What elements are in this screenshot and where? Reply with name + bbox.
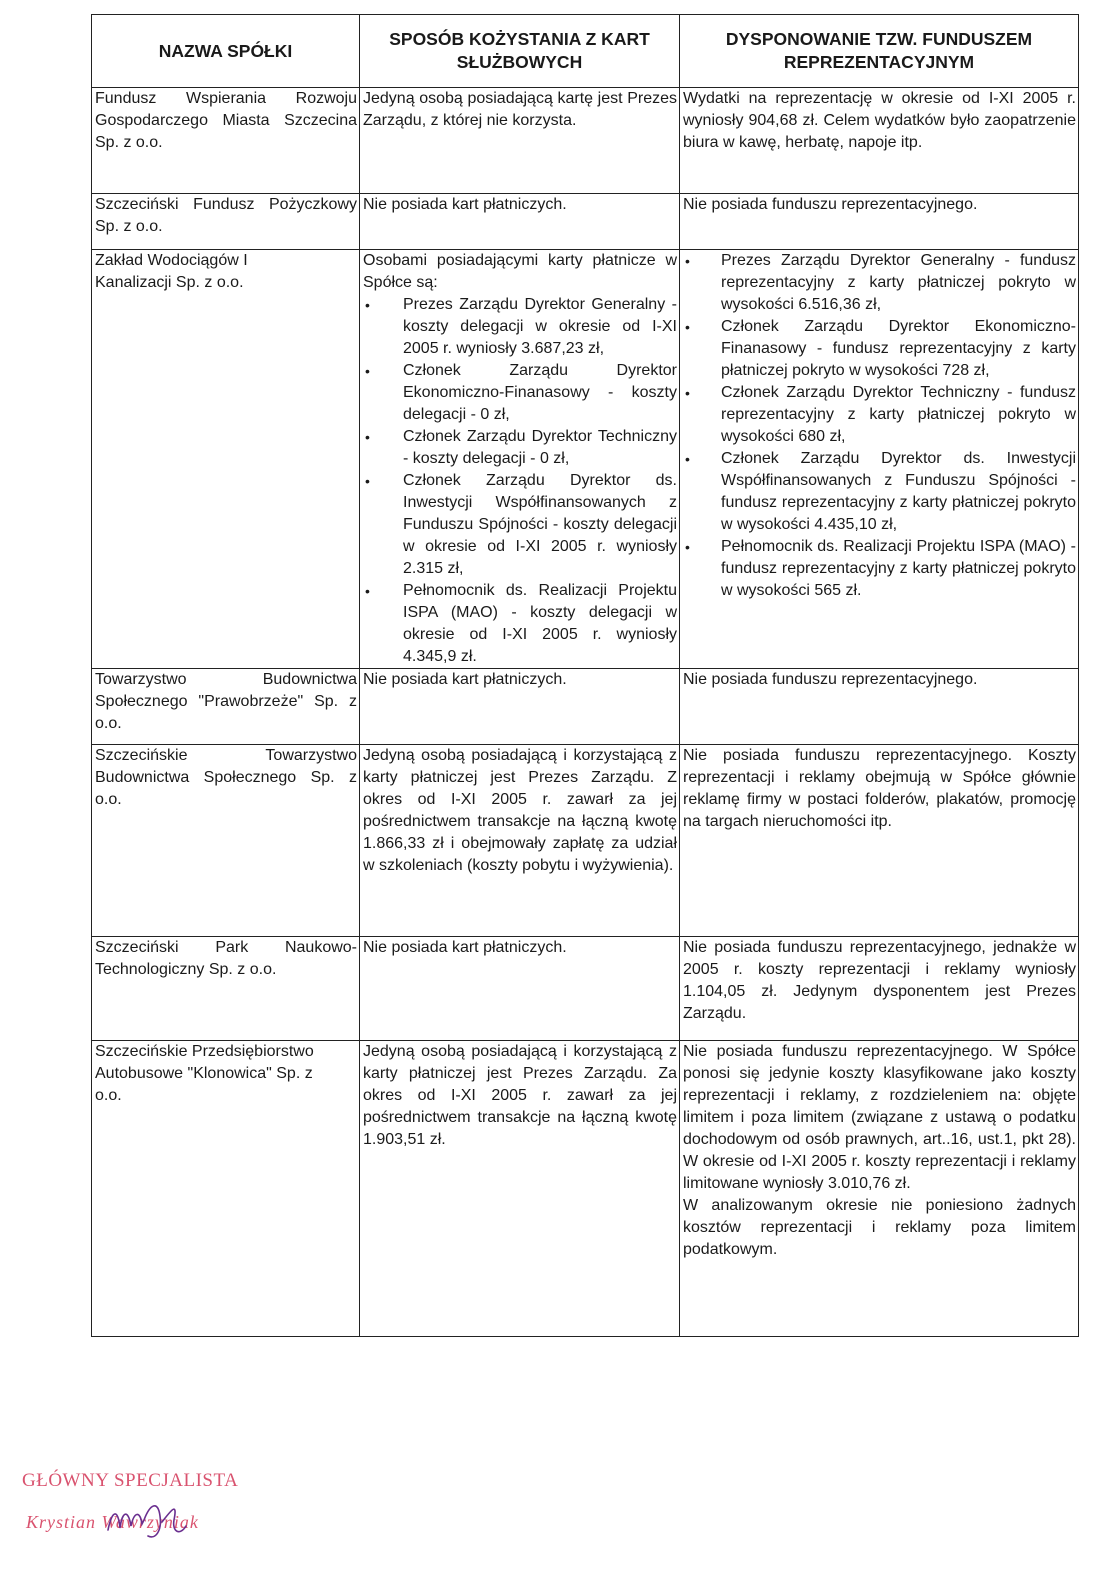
list-item: • Członek Zarządu Dyrektor Ekonomiczno-Finanasowy - koszty delegacji - 0 zł,: [363, 360, 677, 426]
handwritten-signature: [100, 1490, 220, 1550]
card-usage-cell: Jedyną osobą posiadającą i korzystającą z karty płatniczej jest Prezes Zarządu. Za okres od I-XI 2005 r. zawarł za jej pośrednictwem transakcje na łączną kwotę 1.903,51 zł.: [360, 1041, 680, 1337]
card-usage-intro: Osobami posiadającymi karty płatnicze w Spółce są:: [363, 252, 677, 291]
table-row: [92, 88, 1079, 194]
list-item: • Członek Zarządu Dyrektor Techniczny - koszty delegacji - 0 zł,: [363, 426, 677, 470]
fund-paragraph: Nie posiada funduszu reprezentacyjnego. W Spółce ponosi się jedynie koszty klasyfikowane jako koszty reprezentacji i reklamy, z rozdzieleniem na: objęte limitem i poza limitem (związane z ustawą o podatku dochodowym od osób prawnych, art..16, ust.1, pkt 28). W okresie od I-XI 2005 r. koszty reprezentacji i reklamy limitowane wyniosły 3.010,76 zł.: [683, 1043, 1076, 1192]
company-name-cell: Zakład Wodociągów I Kanalizacji Sp. z o.o.: [92, 250, 360, 669]
company-table: [91, 14, 1079, 1337]
fund-cell: Nie posiada funduszu reprezentacyjnego. Koszty reprezentacji i reklamy obejmują w Spółce głównie reklamę firmy w postaci folderów, plakatów, promocję na targach nieruchomości itp.: [680, 745, 1079, 937]
fund-cell: Nie posiada funduszu reprezentacyjnego.: [680, 194, 1079, 250]
fund-list: [683, 250, 1076, 602]
fund-cell: Nie posiada funduszu reprezentacyjnego, jednakże w 2005 r. koszty reprezentacji i reklamy wyniosły 1.104,05 zł. Jedynym dysponentem jest Prezes Zarządu.: [680, 937, 1079, 1041]
fund-cell: [680, 250, 1079, 669]
header-representation-fund: DYSPONOWANIE TZW. FUNDUSZEM REPREZENTACYJNYM: [680, 15, 1079, 88]
company-name-cell: Fundusz Wspierania Rozwoju Gospodarczego Miasta Szczecina Sp. z o.o.: [92, 88, 360, 194]
fund-paragraph: W analizowanym okresie nie poniesiono żadnych kosztów reprezentacji i reklamy poza limitem podatkowym.: [683, 1197, 1076, 1258]
fund-cell: Wydatki na reprezentację w okresie od I-XI 2005 r. wyniosły 904,68 zł. Celem wydatków było zaopatrzenie biura w kawę, herbatę, napoje itp.: [680, 88, 1079, 194]
list-item: • Pełnomocnik ds. Realizacji Projektu ISPA (MAO) - fundusz reprezentacyjny z karty płatniczej pokryto w wysokości 565 zł.: [683, 536, 1076, 602]
card-usage-cell: Nie posiada kart płatniczych.: [360, 669, 680, 745]
table-row: [92, 745, 1079, 937]
list-item: • Członek Zarządu Dyrektor Ekonomiczno-Finanasowy - fundusz reprezentacyjny z karty płatniczej pokryto w wysokości 728 zł,: [683, 316, 1076, 382]
list-item: • Prezes Zarządu Dyrektor Generalny - koszty delegacji w okresie od I-XI 2005 r. wyniosły 3.687,23 zł,: [363, 294, 677, 360]
stamp-title: GŁÓWNY SPECJALISTA: [22, 1470, 239, 1491]
card-usage-list: [363, 294, 677, 668]
card-usage-cell: Jedyną osobą posiadającą i korzystającą z karty płatniczej jest Prezes Zarządu. Z okres od I-XI 2005 r. zawarł za jej pośrednictwem transakcje na łączną kwotę 1.866,33 zł i obejmowały zapłatę za udział w szkoleniach (koszty pobytu i wyżywienia).: [360, 745, 680, 937]
card-usage-cell: [360, 250, 680, 669]
card-usage-cell: Jedyną osobą posiadającą kartę jest Prezes Zarządu, z której nie korzysta.: [360, 88, 680, 194]
table-row: [92, 937, 1079, 1041]
fund-cell: [680, 1041, 1079, 1337]
table-row: [92, 669, 1079, 745]
company-name-cell: Szczeciński Park Naukowo-Technologiczny Sp. z o.o.: [92, 937, 360, 1041]
card-usage-cell: Nie posiada kart płatniczych.: [360, 937, 680, 1041]
company-name-cell: Towarzystwo Budownictwa Społecznego "Prawobrzeże" Sp. z o.o.: [92, 669, 360, 745]
list-item: • Członek Zarządu Dyrektor ds. Inwestycji Współfinansowanych z Funduszu Spójności - fundusz reprezentacyjny z karty płatniczej pokryto w wysokości 4.435,10 zł,: [683, 448, 1076, 536]
fund-cell: Nie posiada funduszu reprezentacyjnego.: [680, 669, 1079, 745]
header-card-usage: SPOSÓB KOŻYSTANIA Z KART SŁUŻBOWYCH: [360, 15, 680, 88]
company-name-cell: Szczecińskie Towarzystwo Budownictwa Społecznego Sp. z o.o.: [92, 745, 360, 937]
table-header-row: [92, 15, 1079, 88]
list-item: • Członek Zarządu Dyrektor ds. Inwestycji Współfinansowanych z Funduszu Spójności - koszty delegacji w okresie od I-XI 2005 r. wyniosły 2.315 zł,: [363, 470, 677, 580]
header-company-name: NAZWA SPÓŁKI: [92, 15, 360, 88]
table-row: [92, 1041, 1079, 1337]
card-usage-cell: Nie posiada kart płatniczych.: [360, 194, 680, 250]
company-name-cell: Szczecińskie Przedsiębiorstwo Autobusowe "Klonowica" Sp. z o.o.: [92, 1041, 360, 1337]
list-item: • Członek Zarządu Dyrektor Techniczny - fundusz reprezentacyjny z karty płatniczej pokryto w wysokości 680 zł,: [683, 382, 1076, 448]
company-name-cell: Szczeciński Fundusz Pożyczkowy Sp. z o.o.: [92, 194, 360, 250]
table-row: [92, 250, 1079, 669]
stamp-person-name: Krystian Wawrzyniak: [26, 1512, 199, 1532]
table-row: [92, 194, 1079, 250]
list-item: • Prezes Zarządu Dyrektor Generalny - fundusz reprezentacyjny z karty płatniczej pokryto w wysokości 6.516,36 zł,: [683, 250, 1076, 316]
list-item: • Pełnomocnik ds. Realizacji Projektu ISPA (MAO) - koszty delegacji w okresie od I-XI 2005 r. wyniosły 4.345,9 zł.: [363, 580, 677, 668]
